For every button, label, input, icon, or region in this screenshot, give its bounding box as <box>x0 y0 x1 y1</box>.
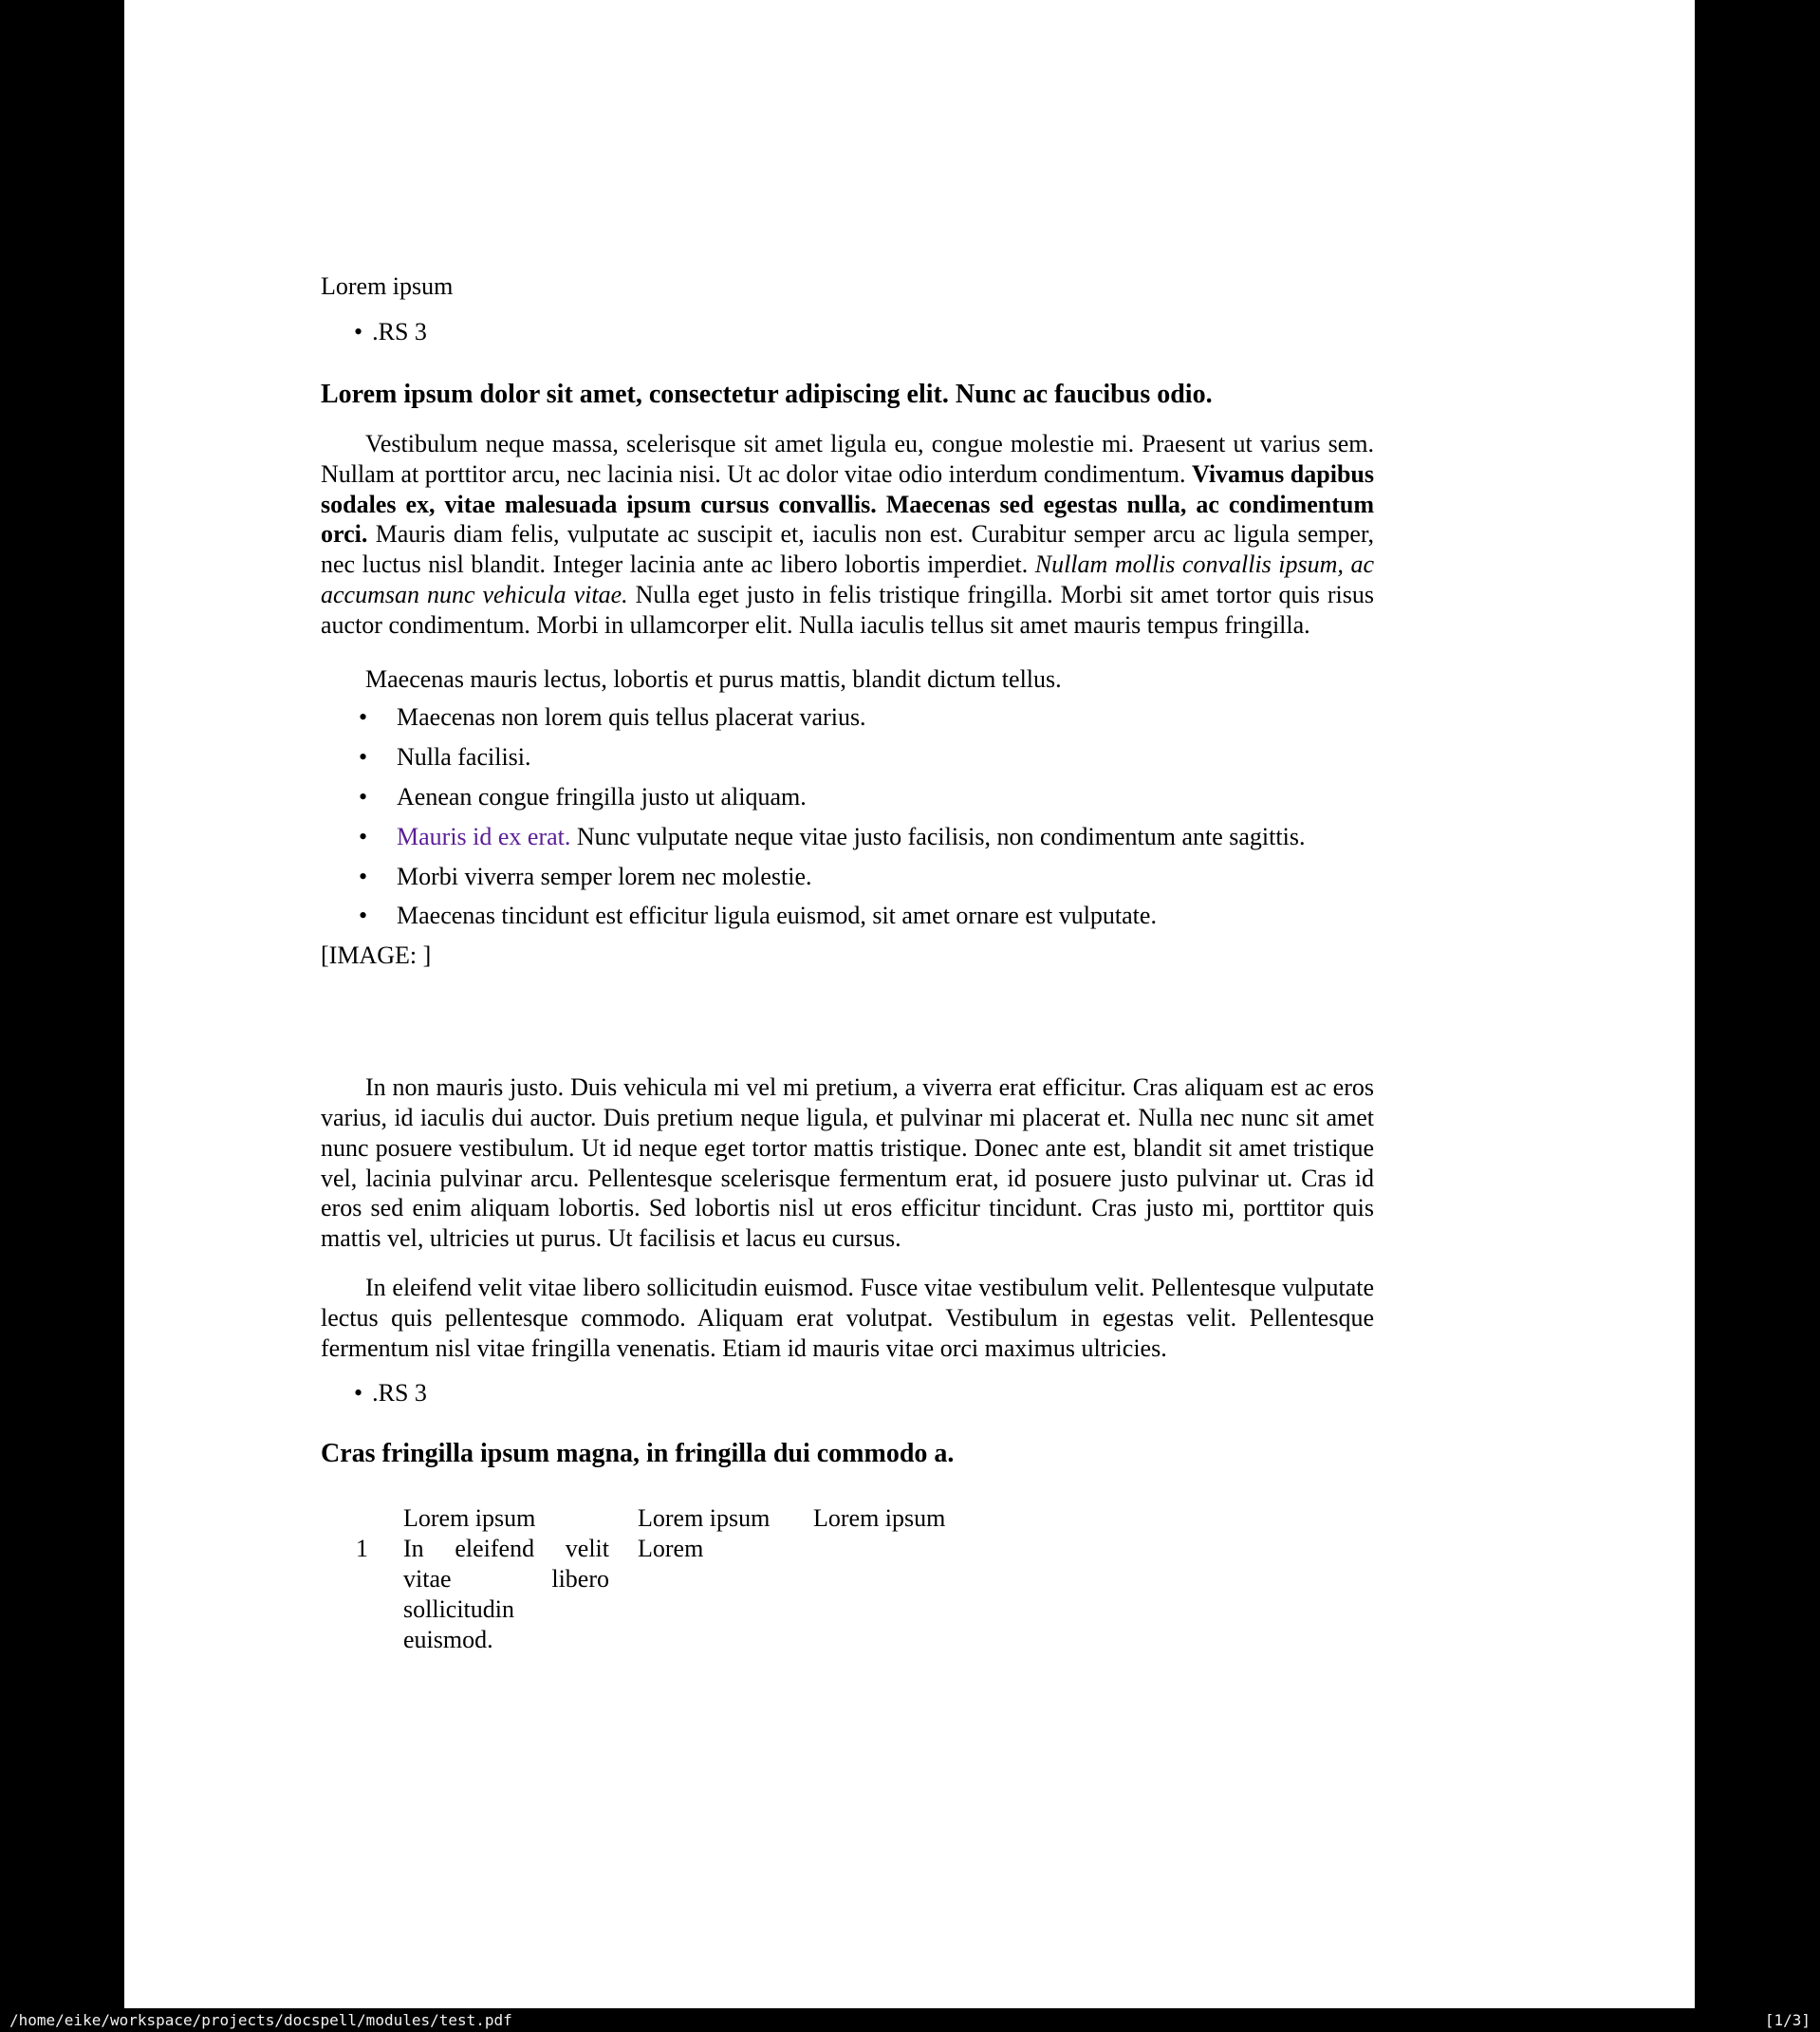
list-item <box>321 702 1374 733</box>
section-heading-1: Lorem ipsum dolor sit amet, consectetur adipiscing elit. Nunc ac faucibus odio. <box>321 380 1213 409</box>
text-segment: Maecenas non lorem quis tellus placerat varius. <box>397 703 866 732</box>
table-cell: Lorem <box>638 1535 704 1563</box>
document-link[interactable]: Mauris id ex erat. <box>397 822 571 850</box>
list-item <box>321 742 1374 773</box>
text-segment: Nulla facilisi. <box>397 743 531 772</box>
table-cell: In eleifend velit vitae libero sollicitudin euismod. <box>403 1535 609 1654</box>
list-item <box>321 862 1374 892</box>
bullet-icon: • <box>359 822 368 850</box>
bullet-icon: • <box>359 743 368 772</box>
bullet-icon: • <box>359 703 368 732</box>
statusbar <box>0 2008 1820 2032</box>
paragraph-1 <box>321 429 1374 641</box>
intro-label: Lorem ipsum <box>321 272 454 300</box>
text-segment: Vivamus dapibus sodales ex, vitae malesuada ipsum cursus convallis. Maecenas sed egestas nulla, ac condimentum orci. <box>321 459 1374 549</box>
list-item <box>321 901 1374 931</box>
table-header-cell: Lorem ipsum <box>638 1504 771 1533</box>
rs-bullet-line <box>354 317 1374 347</box>
list-item-text <box>397 743 531 771</box>
pdf-page <box>124 0 1695 2008</box>
text-segment: Mauris diam felis, vulputate ac suscipit et, iaculis non est. Curabitur semper arcu ac ligula semper, nec luctus nisl blandit. Integer lacinia ante ac libero lobortis imperdiet. <box>321 520 1374 579</box>
text-segment: Nullam mollis convallis ipsum, ac accumsan nunc vehicula vitae. <box>321 550 1374 608</box>
bullet-icon: • <box>354 1379 363 1407</box>
bullet-icon: • <box>359 902 368 930</box>
rs-label: .RS 3 <box>372 1379 427 1407</box>
table-header-cell: Lorem ipsum <box>813 1504 946 1533</box>
list-item-text <box>397 783 807 811</box>
list-item <box>321 782 1374 812</box>
list-item-text <box>397 703 866 731</box>
list-item-text <box>397 863 812 890</box>
image-empty-area <box>321 971 1374 1072</box>
text-segment: Nunc vulputate neque vitae justo facilisis, non condimentum ante sagittis. <box>570 822 1306 850</box>
document-content <box>321 0 1374 1655</box>
list-item-text <box>397 823 1305 850</box>
text-segment: Aenean congue fringilla justo ut aliquam. <box>397 782 807 811</box>
statusbar-file-path: /home/eike/workspace/projects/docspell/modules/test.pdf <box>9 2011 512 2029</box>
text-segment: Maecenas tincidunt est efficitur ligula euismod, sit amet ornare est vulputate. <box>397 902 1157 930</box>
bullet-list <box>321 702 1374 931</box>
rs-bullet-line <box>354 1378 1374 1408</box>
paragraph-2: Maecenas mauris lectus, lobortis et purus mattis, blandit dictum tellus. <box>365 664 1062 693</box>
document-table <box>356 1503 1374 1655</box>
bullet-icon: • <box>354 318 363 345</box>
list-item-text <box>397 902 1157 929</box>
table-header-cell: Lorem ipsum <box>403 1504 536 1533</box>
text-segment: Nulla eget justo in felis tristique fringilla. Morbi sit amet tortor quis risus auctor condimentum. Morbi in ullamcorper elit. Nulla iaculis tellus sit amet mauris tempus fringilla. <box>321 580 1374 639</box>
paragraph-4: In eleifend velit vitae libero sollicitudin euismod. Fusce vitae vestibulum velit. Pellentesque vulputate lectus quis pellentesque commodo. Aliquam erat volutpat. Vestibulum in egestas velit. Pellentesque fermentum nisl vitae fringilla venenatis. Etiam id mauris vitae orci maximus ultricies. <box>321 1273 1374 1362</box>
bullet-icon: • <box>359 862 368 890</box>
bullet-icon: • <box>359 782 368 811</box>
rs-label: .RS 3 <box>372 318 427 345</box>
statusbar-page-indicator: [1/3] <box>1764 2011 1811 2029</box>
image-placeholder-label: [IMAGE: ] <box>321 941 432 970</box>
text-segment: Morbi viverra semper lorem nec molestie. <box>397 862 812 890</box>
table-cell <box>813 1534 1374 1655</box>
table-header-cell <box>356 1503 403 1534</box>
paragraph-3: In non mauris justo. Duis vehicula mi vel mi pretium, a viverra erat efficitur. Cras aliquam est ac eros varius, id iaculis dui auctor. Duis pretium neque ligula, et pulvinar mi placerat et. Nulla nec nunc sit amet nunc posuere vestibulum. Ut id neque eget tortor mattis tristique. Donec ante est, blandit sit amet tristique vel, lacinia pulvinar arcu. Pellentesque scelerisque fermentum erat, id posuere justo pulvinar ut. Cras id eros sed enim aliquam lobortis. Sed lobortis nisl ut eros efficitur tincidunt. Cras justo mi, porttitor quis mattis vel, ultricies ut purus. Ut facilisis et lacus eu cursus. <box>321 1073 1374 1253</box>
table-cell: 1 <box>356 1535 368 1563</box>
text-segment: Vestibulum neque massa, scelerisque sit amet ligula eu, congue molestie mi. Praesent ut varius sem. Nullam at porttitor arcu, nec lacinia nisi. Ut ac dolor vitae odio interdum condimentum. <box>321 430 1374 488</box>
list-item <box>321 822 1374 852</box>
section-heading-2: Cras fringilla ipsum magna, in fringilla dui commodo a. <box>321 1439 955 1469</box>
